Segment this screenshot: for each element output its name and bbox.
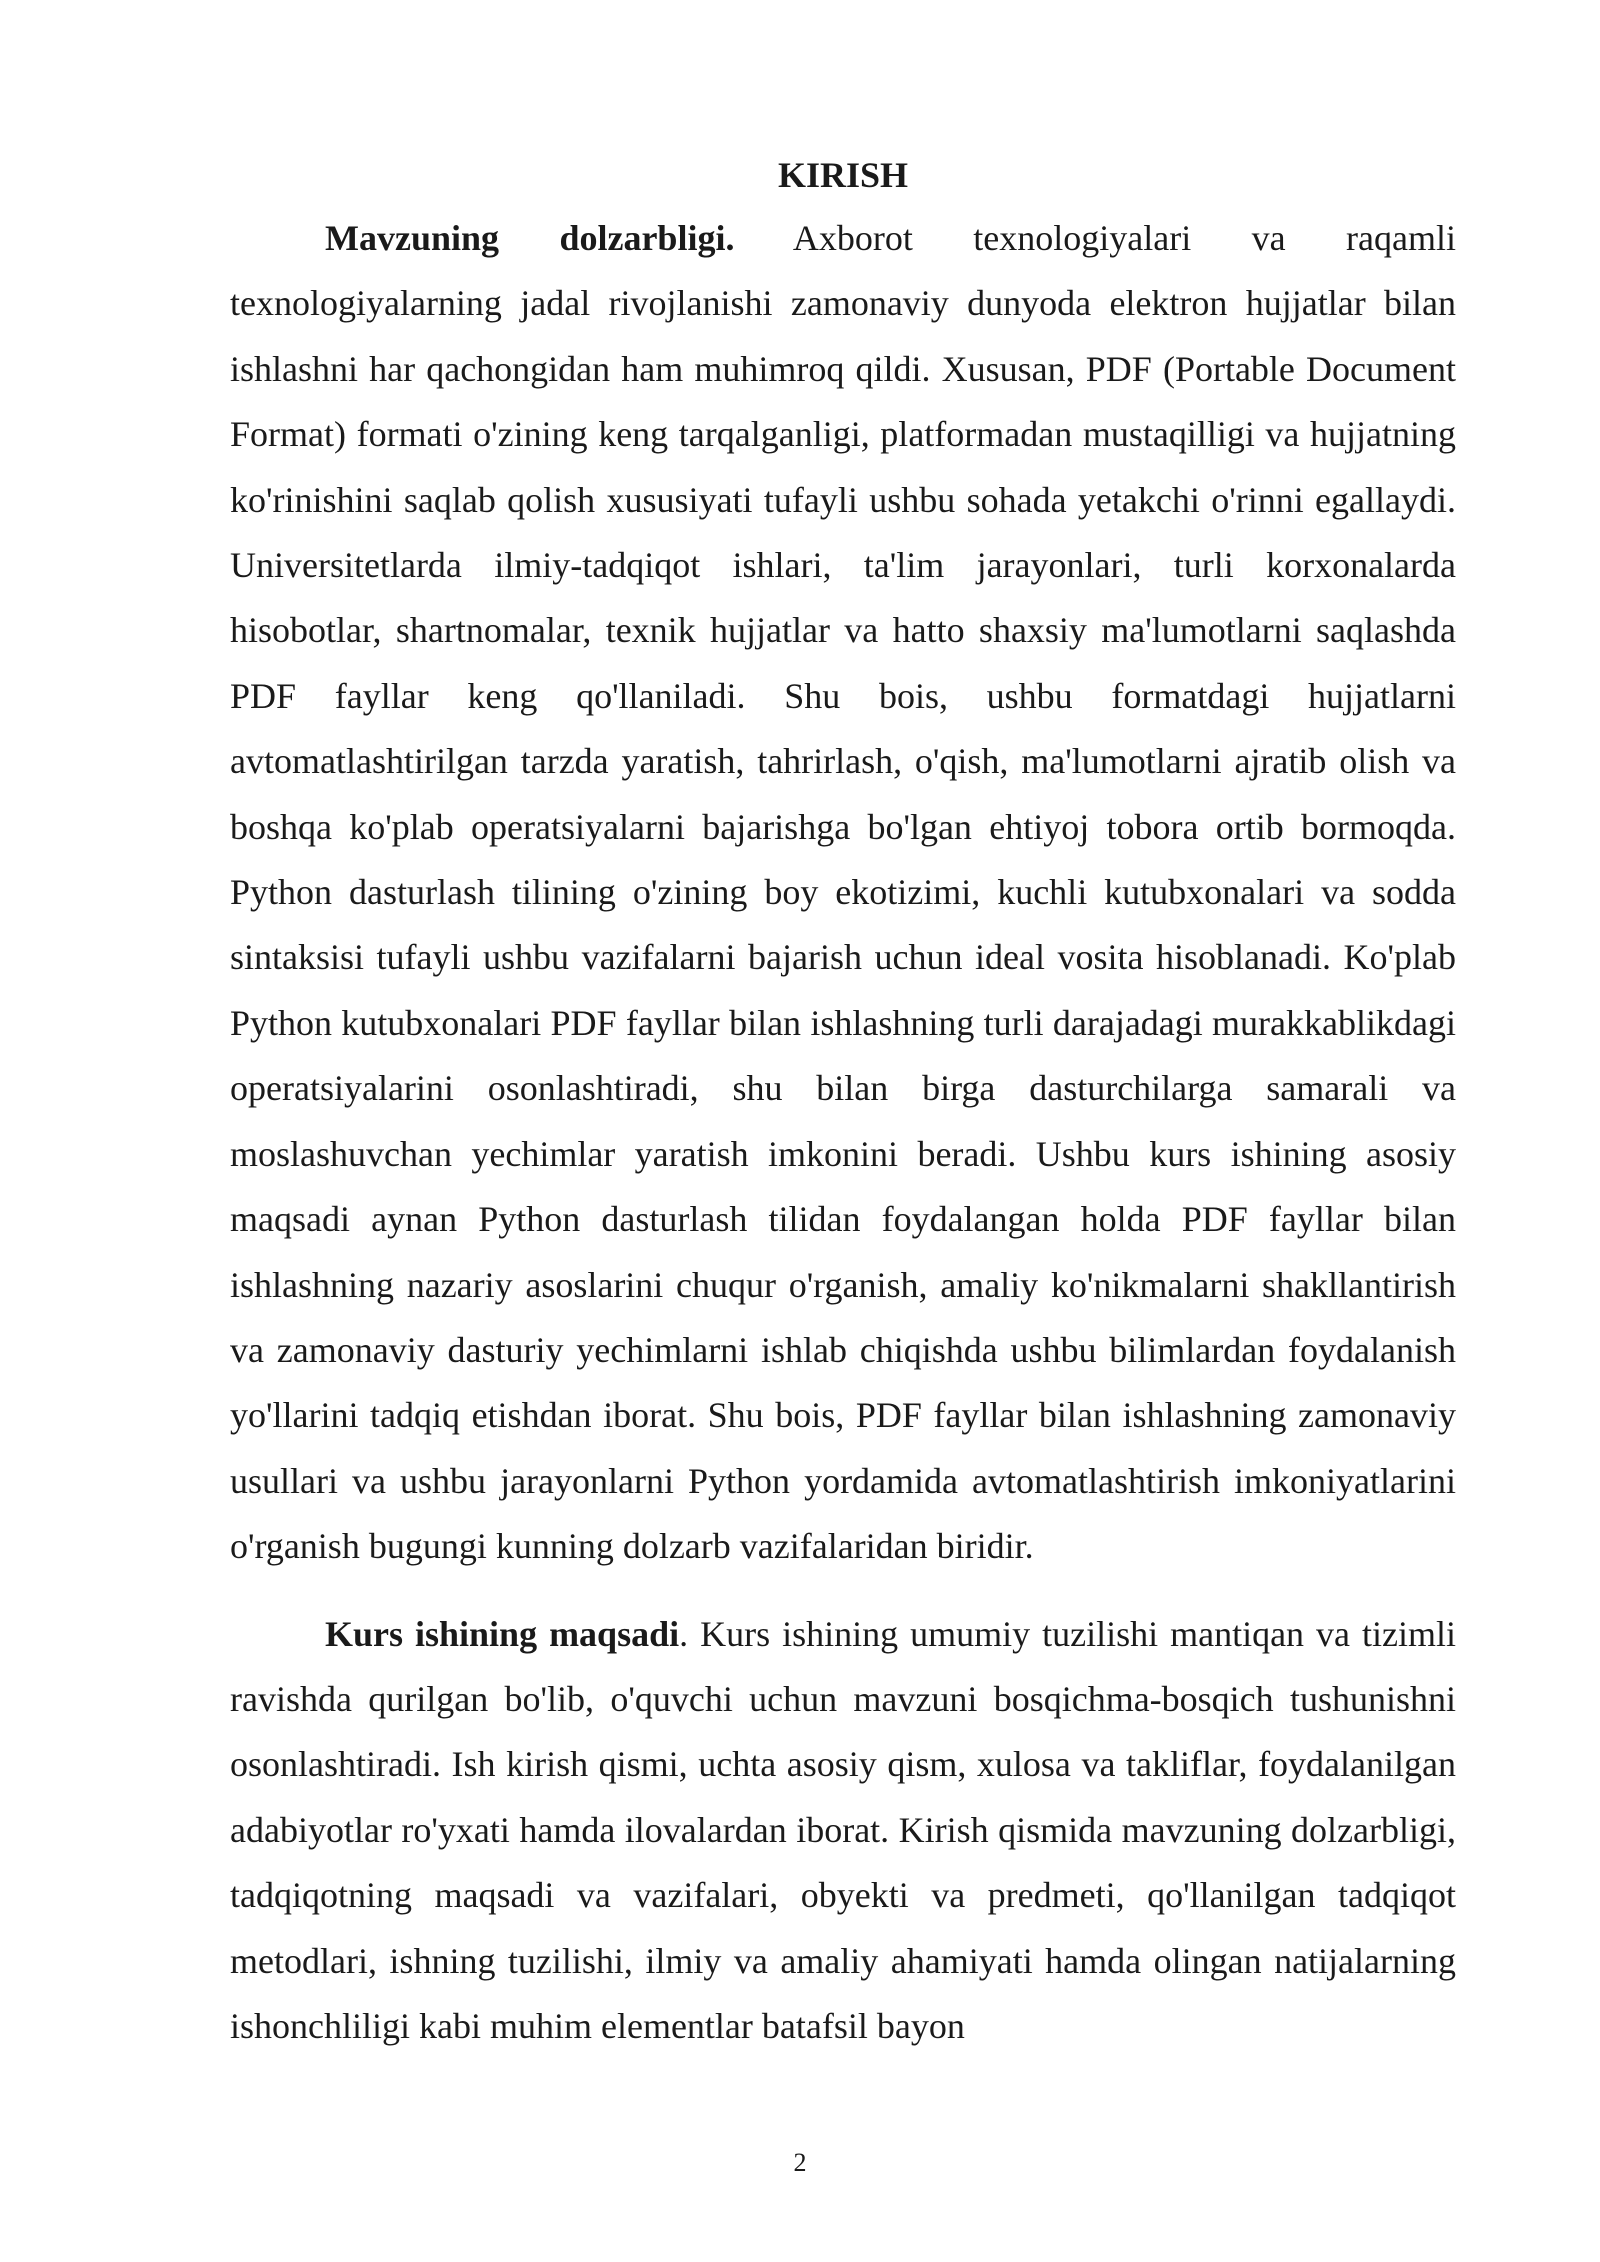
paragraph-body: Axborot texnologiyalari va raqamli texnologiyalarning jadal rivojlanishi zamonaviy dunyoda elektron hujjatlar bilan ishlashni har qachongidan ham muhimroq qildi. Xususan, PDF (Portable Document Format) formati o'zining keng tarqalganligi, platformadan mustaqilligi va hujjatning ko'rinishini saqlab qolish xususiyati tufayli ushbu sohada yetakchi o'rinni egallaydi. Universitetlarda ilmiy-tadqiqot ishlari, ta'lim jarayonlari, turli korxonalarda hisobotlar, shartnomalar, texnik hujjatlar va hatto shaxsiy ma'lumotlarni saqlashda PDF fayllar keng qo'llaniladi. Shu bois, ushbu formatdagi hujjatlarni avtomatlashtirilgan tarzda yaratish, tahrirlash, o'qish, ma'lumotlarni ajratib olish va boshqa ko'plab operatsiyalarni bajarishga bo'lgan ehtiyoj tobora ortib bormoqda. Python dasturlash tilining o'zining boy ekotizimi, kuchli kutubxonalari va sodda sintaksisi tufayli ushbu vazifalarni bajarish uchun ideal vosita hisoblanadi. Ko'plab Python kutubxonalari PDF fayllar bilan ishlashning turli darajadagi murakkablikdagi operatsiyalarini osonlashtiradi, shu bilan birga dasturchilarga samarali va moslashuvchan yechimlar yaratish imkonini beradi. Ushbu kurs ishining asosiy maqsadi aynan Python dasturlash tilidan foydalangan holda PDF fayllar bilan ishlashning nazariy asoslarini chuqur o'rganish, amaliy ko'nikmalarni shakllantirish va zamonaviy dasturiy yechimlarni ishlab chiqishda ushbu bilimlardan foydalanish yo'llarini tadqiq etishdan iborat. Shu bois, PDF fayllar bilan ishlashning zamonaviy usullari va ushbu jarayonlarni Python yordamida avtomatlashtirish imkoniyatlarini o'rganish bugungi kunning dolzarb vazifalaridan biridir. — [230, 218, 1456, 1567]
paragraph-purpose — [230, 1602, 1456, 2060]
paragraph-lead: Mavzuning dolzarbligi. — [325, 218, 735, 258]
paragraph-relevance — [230, 206, 1456, 1580]
page-number: 2 — [793, 2148, 807, 2177]
paragraph-lead: Kurs ishining maqsadi — [325, 1613, 680, 1654]
page-content — [230, 148, 1456, 2059]
paragraph-body: . Kurs ishining umumiy tuzilishi mantiqan va tizimli ravishda qurilgan bo'lib, o'quvchi uchun mavzuni bosqichma-bosqich tushunishni osonlashtiradi. Ish kirish qismi, uchta asosiy qism, xulosa va takliflar, foydalanilgan adabiyotlar ro'yxati hamda ilovalardan iborat. Kirish qismida mavzuning dolzarbligi, tadqiqotning maqsadi va vazifalari, obyekti va predmeti, qo'llanilgan tadqiqot metodlari, ishning tuzilishi, ilmiy va amaliy ahamiyati hamda olingan natijalarning ishonchliligi kabi muhim elementlar batafsil bayon — [230, 1613, 1456, 2046]
section-title: KIRISH — [777, 155, 909, 195]
